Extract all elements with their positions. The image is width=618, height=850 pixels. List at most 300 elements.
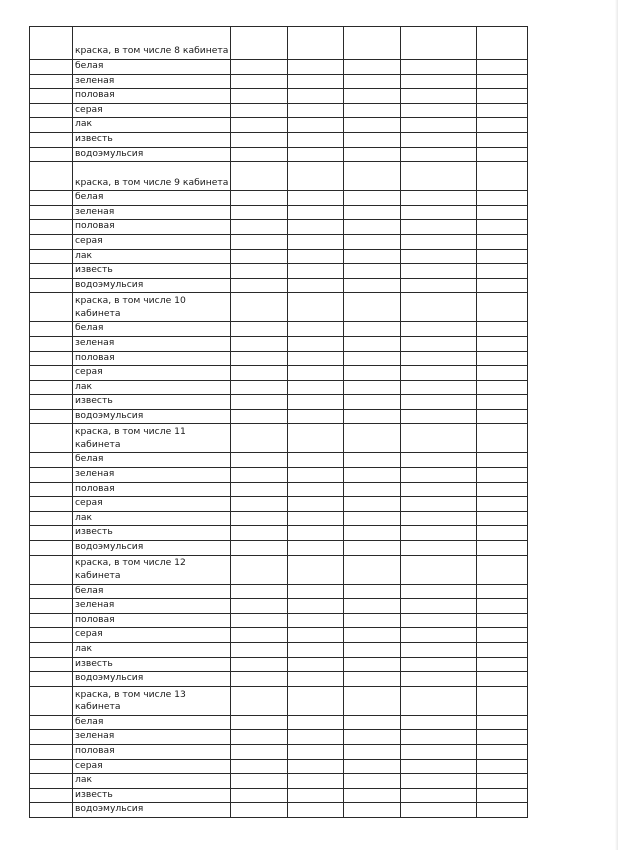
- item-name-cell: водоэмульсия: [73, 672, 231, 687]
- value-cell: [477, 336, 528, 351]
- value-cell: [401, 205, 477, 220]
- table-row: [30, 118, 528, 133]
- value-cell: [477, 613, 528, 628]
- number-cell: [30, 205, 73, 220]
- value-cell: [477, 788, 528, 803]
- value-cell: [344, 293, 401, 322]
- value-cell: [401, 599, 477, 614]
- group-name-cell: краска, в том числе 9 кабинета: [73, 162, 231, 191]
- value-cell: [401, 351, 477, 366]
- value-cell: [477, 511, 528, 526]
- value-cell: [288, 162, 344, 191]
- value-cell: [288, 27, 344, 60]
- value-cell: [344, 628, 401, 643]
- number-cell: [30, 555, 73, 584]
- number-cell: [30, 27, 73, 60]
- number-cell: [30, 395, 73, 410]
- value-cell: [288, 482, 344, 497]
- value-cell: [344, 526, 401, 541]
- value-cell: [477, 74, 528, 89]
- table-row: [30, 249, 528, 264]
- value-cell: [401, 27, 477, 60]
- value-cell: [288, 803, 344, 818]
- value-cell: [477, 162, 528, 191]
- group-name-cell: краска, в том числе 12 кабинета: [73, 555, 231, 584]
- value-cell: [477, 380, 528, 395]
- number-cell: [30, 453, 73, 468]
- value-cell: [401, 482, 477, 497]
- value-cell: [231, 249, 288, 264]
- number-cell: [30, 264, 73, 279]
- number-cell: [30, 774, 73, 789]
- value-cell: [401, 220, 477, 235]
- table-row: [30, 205, 528, 220]
- number-cell: [30, 482, 73, 497]
- value-cell: [231, 60, 288, 75]
- value-cell: [477, 293, 528, 322]
- number-cell: [30, 366, 73, 381]
- value-cell: [231, 366, 288, 381]
- value-cell: [401, 555, 477, 584]
- table-row: [30, 103, 528, 118]
- value-cell: [477, 395, 528, 410]
- item-name-cell: серая: [73, 628, 231, 643]
- value-cell: [477, 220, 528, 235]
- value-cell: [344, 555, 401, 584]
- value-cell: [288, 744, 344, 759]
- value-cell: [401, 293, 477, 322]
- value-cell: [231, 322, 288, 337]
- value-cell: [344, 380, 401, 395]
- item-name-cell: зеленая: [73, 336, 231, 351]
- table-row: [30, 497, 528, 512]
- number-cell: [30, 730, 73, 745]
- value-cell: [344, 191, 401, 206]
- number-cell: [30, 103, 73, 118]
- number-cell: [30, 584, 73, 599]
- value-cell: [401, 103, 477, 118]
- number-cell: [30, 132, 73, 147]
- number-cell: [30, 118, 73, 133]
- value-cell: [401, 191, 477, 206]
- item-name-cell: лак: [73, 380, 231, 395]
- value-cell: [344, 584, 401, 599]
- value-cell: [401, 424, 477, 453]
- value-cell: [288, 730, 344, 745]
- value-cell: [231, 759, 288, 774]
- value-cell: [344, 803, 401, 818]
- value-cell: [401, 672, 477, 687]
- table-row: [30, 774, 528, 789]
- value-cell: [231, 220, 288, 235]
- value-cell: [288, 599, 344, 614]
- value-cell: [477, 686, 528, 715]
- value-cell: [231, 103, 288, 118]
- item-name-cell: водоэмульсия: [73, 278, 231, 293]
- value-cell: [231, 628, 288, 643]
- value-cell: [231, 744, 288, 759]
- value-cell: [344, 103, 401, 118]
- value-cell: [288, 380, 344, 395]
- table-row: [30, 191, 528, 206]
- value-cell: [288, 672, 344, 687]
- table-body: [30, 27, 528, 818]
- table-row: [30, 380, 528, 395]
- table-row: [30, 366, 528, 381]
- value-cell: [477, 89, 528, 104]
- value-cell: [231, 672, 288, 687]
- value-cell: [477, 453, 528, 468]
- value-cell: [231, 264, 288, 279]
- value-cell: [477, 715, 528, 730]
- number-cell: [30, 336, 73, 351]
- number-cell: [30, 424, 73, 453]
- value-cell: [231, 380, 288, 395]
- value-cell: [477, 482, 528, 497]
- value-cell: [288, 89, 344, 104]
- table-row: [30, 89, 528, 104]
- item-name-cell: белая: [73, 191, 231, 206]
- value-cell: [344, 366, 401, 381]
- value-cell: [344, 336, 401, 351]
- value-cell: [231, 118, 288, 133]
- value-cell: [401, 541, 477, 556]
- value-cell: [477, 424, 528, 453]
- value-cell: [401, 249, 477, 264]
- value-cell: [477, 366, 528, 381]
- value-cell: [477, 672, 528, 687]
- value-cell: [477, 205, 528, 220]
- value-cell: [477, 118, 528, 133]
- value-cell: [401, 584, 477, 599]
- value-cell: [288, 511, 344, 526]
- group-header-row: [30, 686, 528, 715]
- value-cell: [477, 759, 528, 774]
- value-cell: [477, 774, 528, 789]
- number-cell: [30, 788, 73, 803]
- number-cell: [30, 643, 73, 658]
- item-name-cell: зеленая: [73, 468, 231, 483]
- number-cell: [30, 74, 73, 89]
- value-cell: [344, 643, 401, 658]
- number-cell: [30, 497, 73, 512]
- value-cell: [231, 205, 288, 220]
- value-cell: [477, 541, 528, 556]
- value-cell: [288, 788, 344, 803]
- value-cell: [401, 744, 477, 759]
- value-cell: [231, 526, 288, 541]
- value-cell: [288, 715, 344, 730]
- value-cell: [401, 322, 477, 337]
- value-cell: [477, 234, 528, 249]
- value-cell: [344, 264, 401, 279]
- value-cell: [344, 468, 401, 483]
- value-cell: [401, 336, 477, 351]
- value-cell: [344, 657, 401, 672]
- table-row: [30, 788, 528, 803]
- value-cell: [401, 613, 477, 628]
- value-cell: [401, 788, 477, 803]
- value-cell: [477, 643, 528, 658]
- value-cell: [288, 132, 344, 147]
- group-header-row: [30, 555, 528, 584]
- value-cell: [288, 118, 344, 133]
- value-cell: [231, 162, 288, 191]
- value-cell: [344, 409, 401, 424]
- number-cell: [30, 220, 73, 235]
- value-cell: [401, 147, 477, 162]
- table-row: [30, 453, 528, 468]
- value-cell: [477, 744, 528, 759]
- table-row: [30, 234, 528, 249]
- table-row: [30, 526, 528, 541]
- value-cell: [344, 672, 401, 687]
- value-cell: [477, 147, 528, 162]
- item-name-cell: зеленая: [73, 205, 231, 220]
- number-cell: [30, 599, 73, 614]
- value-cell: [344, 351, 401, 366]
- value-cell: [231, 132, 288, 147]
- item-name-cell: половая: [73, 482, 231, 497]
- value-cell: [401, 497, 477, 512]
- value-cell: [401, 60, 477, 75]
- value-cell: [401, 380, 477, 395]
- item-name-cell: водоэмульсия: [73, 541, 231, 556]
- item-name-cell: белая: [73, 453, 231, 468]
- number-cell: [30, 803, 73, 818]
- value-cell: [477, 497, 528, 512]
- value-cell: [344, 205, 401, 220]
- table-row: [30, 613, 528, 628]
- item-name-cell: лак: [73, 643, 231, 658]
- item-name-cell: серая: [73, 234, 231, 249]
- value-cell: [344, 613, 401, 628]
- value-cell: [288, 336, 344, 351]
- number-cell: [30, 613, 73, 628]
- number-cell: [30, 686, 73, 715]
- table-row: [30, 744, 528, 759]
- value-cell: [401, 162, 477, 191]
- value-cell: [288, 249, 344, 264]
- value-cell: [344, 132, 401, 147]
- value-cell: [288, 220, 344, 235]
- value-cell: [401, 730, 477, 745]
- item-name-cell: половая: [73, 89, 231, 104]
- value-cell: [344, 715, 401, 730]
- group-header-row: [30, 27, 528, 60]
- table-row: [30, 220, 528, 235]
- value-cell: [288, 234, 344, 249]
- value-cell: [288, 628, 344, 643]
- value-cell: [288, 555, 344, 584]
- item-name-cell: известь: [73, 788, 231, 803]
- value-cell: [401, 715, 477, 730]
- value-cell: [477, 599, 528, 614]
- table-row: [30, 60, 528, 75]
- value-cell: [231, 395, 288, 410]
- number-cell: [30, 511, 73, 526]
- value-cell: [477, 249, 528, 264]
- value-cell: [477, 803, 528, 818]
- value-cell: [231, 89, 288, 104]
- item-name-cell: лак: [73, 249, 231, 264]
- value-cell: [401, 526, 477, 541]
- value-cell: [344, 453, 401, 468]
- table-row: [30, 351, 528, 366]
- number-cell: [30, 162, 73, 191]
- value-cell: [288, 584, 344, 599]
- value-cell: [231, 336, 288, 351]
- value-cell: [231, 541, 288, 556]
- value-cell: [344, 27, 401, 60]
- number-cell: [30, 322, 73, 337]
- table-row: [30, 730, 528, 745]
- number-cell: [30, 293, 73, 322]
- value-cell: [288, 453, 344, 468]
- item-name-cell: водоэмульсия: [73, 409, 231, 424]
- value-cell: [288, 497, 344, 512]
- item-name-cell: лак: [73, 118, 231, 133]
- value-cell: [288, 613, 344, 628]
- value-cell: [288, 541, 344, 556]
- group-header-row: [30, 424, 528, 453]
- value-cell: [344, 118, 401, 133]
- table-row: [30, 511, 528, 526]
- number-cell: [30, 628, 73, 643]
- item-name-cell: зеленая: [73, 730, 231, 745]
- group-name-cell: краска, в том числе 13 кабинета: [73, 686, 231, 715]
- item-name-cell: белая: [73, 322, 231, 337]
- value-cell: [231, 584, 288, 599]
- value-cell: [231, 643, 288, 658]
- value-cell: [401, 409, 477, 424]
- value-cell: [344, 686, 401, 715]
- value-cell: [477, 322, 528, 337]
- value-cell: [288, 351, 344, 366]
- value-cell: [231, 27, 288, 60]
- item-name-cell: водоэмульсия: [73, 147, 231, 162]
- value-cell: [344, 759, 401, 774]
- value-cell: [477, 555, 528, 584]
- value-cell: [401, 89, 477, 104]
- value-cell: [288, 293, 344, 322]
- value-cell: [231, 613, 288, 628]
- value-cell: [288, 74, 344, 89]
- value-cell: [401, 468, 477, 483]
- value-cell: [401, 628, 477, 643]
- item-name-cell: лак: [73, 774, 231, 789]
- table-row: [30, 759, 528, 774]
- value-cell: [231, 234, 288, 249]
- value-cell: [231, 599, 288, 614]
- number-cell: [30, 657, 73, 672]
- item-name-cell: зеленая: [73, 74, 231, 89]
- group-header-row: [30, 293, 528, 322]
- value-cell: [288, 366, 344, 381]
- value-cell: [401, 759, 477, 774]
- table-row: [30, 264, 528, 279]
- value-cell: [288, 103, 344, 118]
- value-cell: [401, 118, 477, 133]
- item-name-cell: половая: [73, 220, 231, 235]
- value-cell: [477, 27, 528, 60]
- value-cell: [231, 715, 288, 730]
- value-cell: [231, 468, 288, 483]
- value-cell: [344, 220, 401, 235]
- value-cell: [288, 686, 344, 715]
- value-cell: [288, 278, 344, 293]
- value-cell: [288, 424, 344, 453]
- value-cell: [344, 599, 401, 614]
- table-row: [30, 803, 528, 818]
- value-cell: [344, 424, 401, 453]
- value-cell: [401, 234, 477, 249]
- item-name-cell: серая: [73, 497, 231, 512]
- number-cell: [30, 60, 73, 75]
- value-cell: [344, 234, 401, 249]
- item-name-cell: зеленая: [73, 599, 231, 614]
- materials-table: [29, 26, 528, 818]
- item-name-cell: известь: [73, 264, 231, 279]
- table-row: [30, 482, 528, 497]
- item-name-cell: известь: [73, 526, 231, 541]
- value-cell: [231, 293, 288, 322]
- table-row: [30, 599, 528, 614]
- item-name-cell: серая: [73, 103, 231, 118]
- value-cell: [231, 774, 288, 789]
- item-name-cell: водоэмульсия: [73, 803, 231, 818]
- value-cell: [477, 526, 528, 541]
- group-name-cell: краска, в том числе 10 кабинета: [73, 293, 231, 322]
- value-cell: [288, 643, 344, 658]
- table-row: [30, 657, 528, 672]
- value-cell: [344, 497, 401, 512]
- value-cell: [231, 74, 288, 89]
- value-cell: [344, 482, 401, 497]
- value-cell: [477, 351, 528, 366]
- item-name-cell: половая: [73, 744, 231, 759]
- table-row: [30, 715, 528, 730]
- value-cell: [231, 453, 288, 468]
- value-cell: [477, 730, 528, 745]
- value-cell: [401, 657, 477, 672]
- value-cell: [288, 657, 344, 672]
- table-row: [30, 643, 528, 658]
- table-row: [30, 672, 528, 687]
- value-cell: [231, 351, 288, 366]
- table-row: [30, 278, 528, 293]
- value-cell: [344, 744, 401, 759]
- number-cell: [30, 409, 73, 424]
- value-cell: [288, 264, 344, 279]
- value-cell: [344, 89, 401, 104]
- value-cell: [477, 468, 528, 483]
- number-cell: [30, 526, 73, 541]
- value-cell: [477, 278, 528, 293]
- value-cell: [231, 686, 288, 715]
- value-cell: [344, 788, 401, 803]
- value-cell: [231, 497, 288, 512]
- value-cell: [477, 409, 528, 424]
- value-cell: [231, 511, 288, 526]
- item-name-cell: половая: [73, 613, 231, 628]
- value-cell: [231, 147, 288, 162]
- number-cell: [30, 89, 73, 104]
- value-cell: [231, 191, 288, 206]
- number-cell: [30, 278, 73, 293]
- value-cell: [288, 191, 344, 206]
- value-cell: [477, 628, 528, 643]
